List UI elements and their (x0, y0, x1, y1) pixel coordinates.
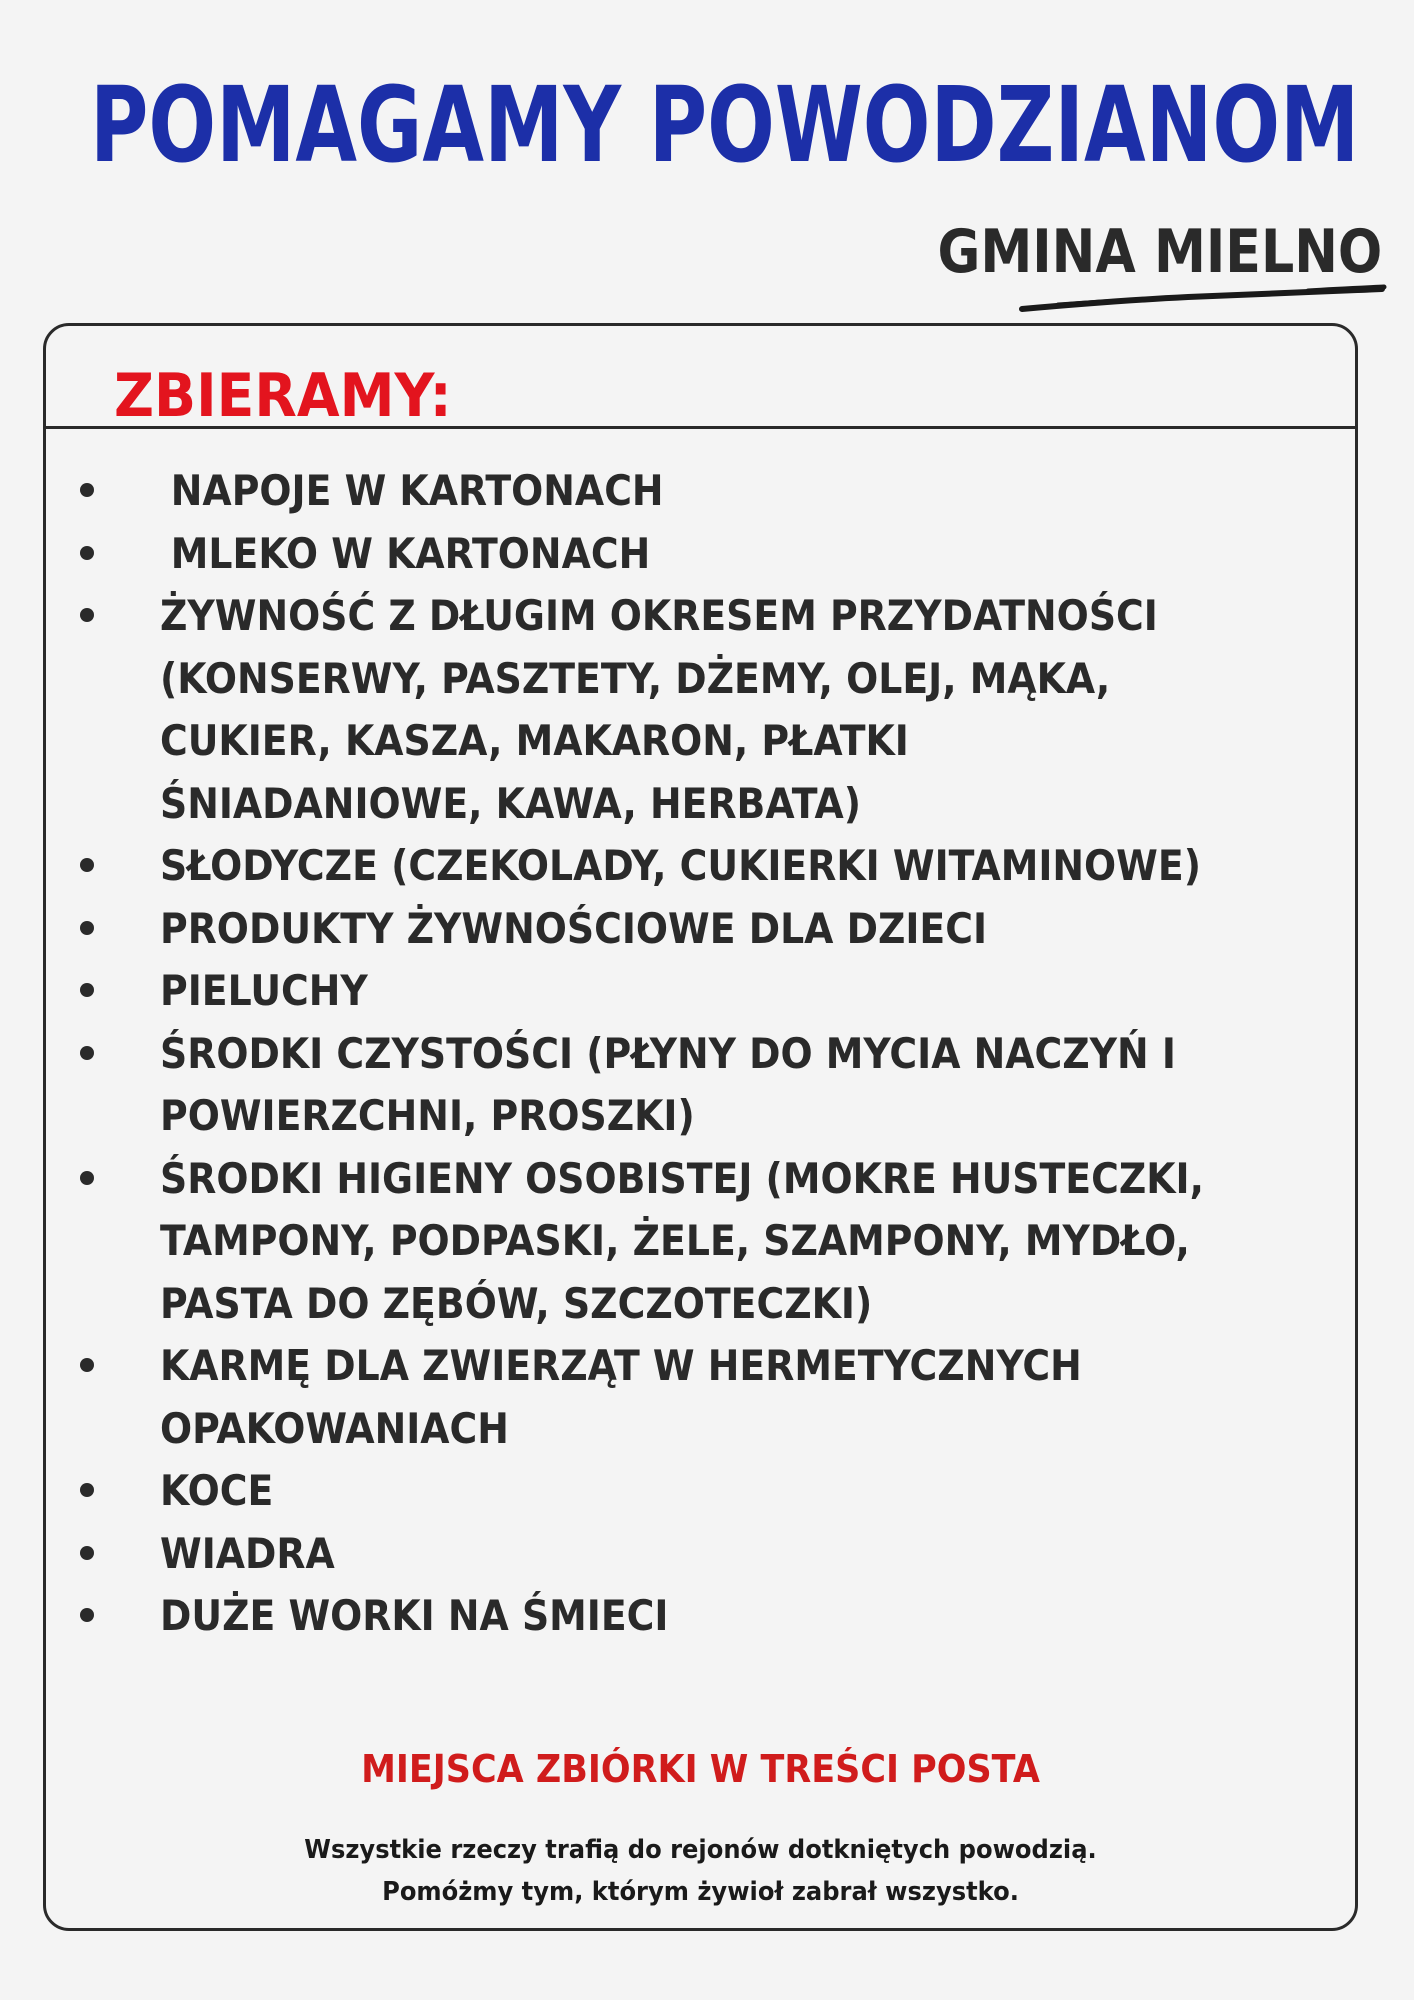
brush-underline (1018, 282, 1388, 314)
list-item: ŚRODKI CZYSTOŚCI (PŁYNY DO MYCIA NACZYŃ I POWIERZCHNI, PROSZKI) (72, 1023, 1342, 1148)
bullet-icon (80, 1358, 94, 1372)
list-item: KARMĘ DLA ZWIERZĄT W HERMETYCZNYCH OPAKOWANIACH (72, 1335, 1342, 1460)
list-item: ŚRODKI HIGIENY OSOBISTEJ (MOKRE HUSTECZKI, TAMPONY, PODPASKI, ŻELE, SZAMPONY, MYDŁO, PASTA DO ZĘBÓW, SZCZOTECZKI) (72, 1148, 1342, 1336)
bullet-icon (80, 858, 94, 872)
bullet-icon (80, 1046, 94, 1060)
bullet-icon (80, 546, 94, 560)
list-item: KOCE (72, 1460, 1342, 1523)
list-item: WIADRA (72, 1523, 1342, 1586)
list-item: SŁODYCZE (CZEKOLADY, CUKIERKI WITAMINOWE) (72, 835, 1342, 898)
collection-points-notice: MIEJSCA ZBIÓRKI W TREŚCI POSTA (361, 1747, 1040, 1791)
bullet-icon (80, 1171, 94, 1185)
list-item: ŻYWNOŚĆ Z DŁUGIM OKRESEM PRZYDATNOŚCI (KONSERWY, PASZTETY, DŻEMY, OLEJ, MĄKA, CUKIER, KASZA, MAKARON, PŁATKI ŚNIADANIOWE, KAWA, HERBATA) (72, 585, 1342, 835)
page-title: POMAGAMY POWODZIANOM (90, 64, 1360, 186)
collected-items-list (72, 460, 1342, 1648)
list-item: PRODUKTY ŻYWNOŚCIOWE DLA DZIECI (72, 898, 1342, 961)
list-item: PIELUCHY (72, 960, 1342, 1023)
list-item: DUŻE WORKI NA ŚMIECI (72, 1585, 1342, 1648)
collection-panel (43, 323, 1358, 1931)
panel-divider (46, 426, 1355, 429)
bullet-icon (80, 1546, 94, 1560)
bullet-icon (80, 921, 94, 935)
footer-line-1: Wszystkie rzeczy trafią do rejonów dotkniętych powodzią. (304, 1835, 1097, 1865)
bullet-icon (80, 983, 94, 997)
bullet-icon (80, 483, 94, 497)
bullet-icon (80, 1608, 94, 1622)
bullet-icon (80, 608, 94, 622)
list-item: NAPOJE W KARTONACH (72, 460, 1342, 523)
footer-line-2: Pomóżmy tym, którym żywioł zabrał wszystko. (382, 1877, 1019, 1907)
panel-heading: ZBIERAMY: (114, 361, 452, 431)
list-item: MLEKO W KARTONACH (72, 523, 1342, 586)
municipality-subtitle: GMINA MIELNO (937, 217, 1382, 287)
bullet-icon (80, 1483, 94, 1497)
